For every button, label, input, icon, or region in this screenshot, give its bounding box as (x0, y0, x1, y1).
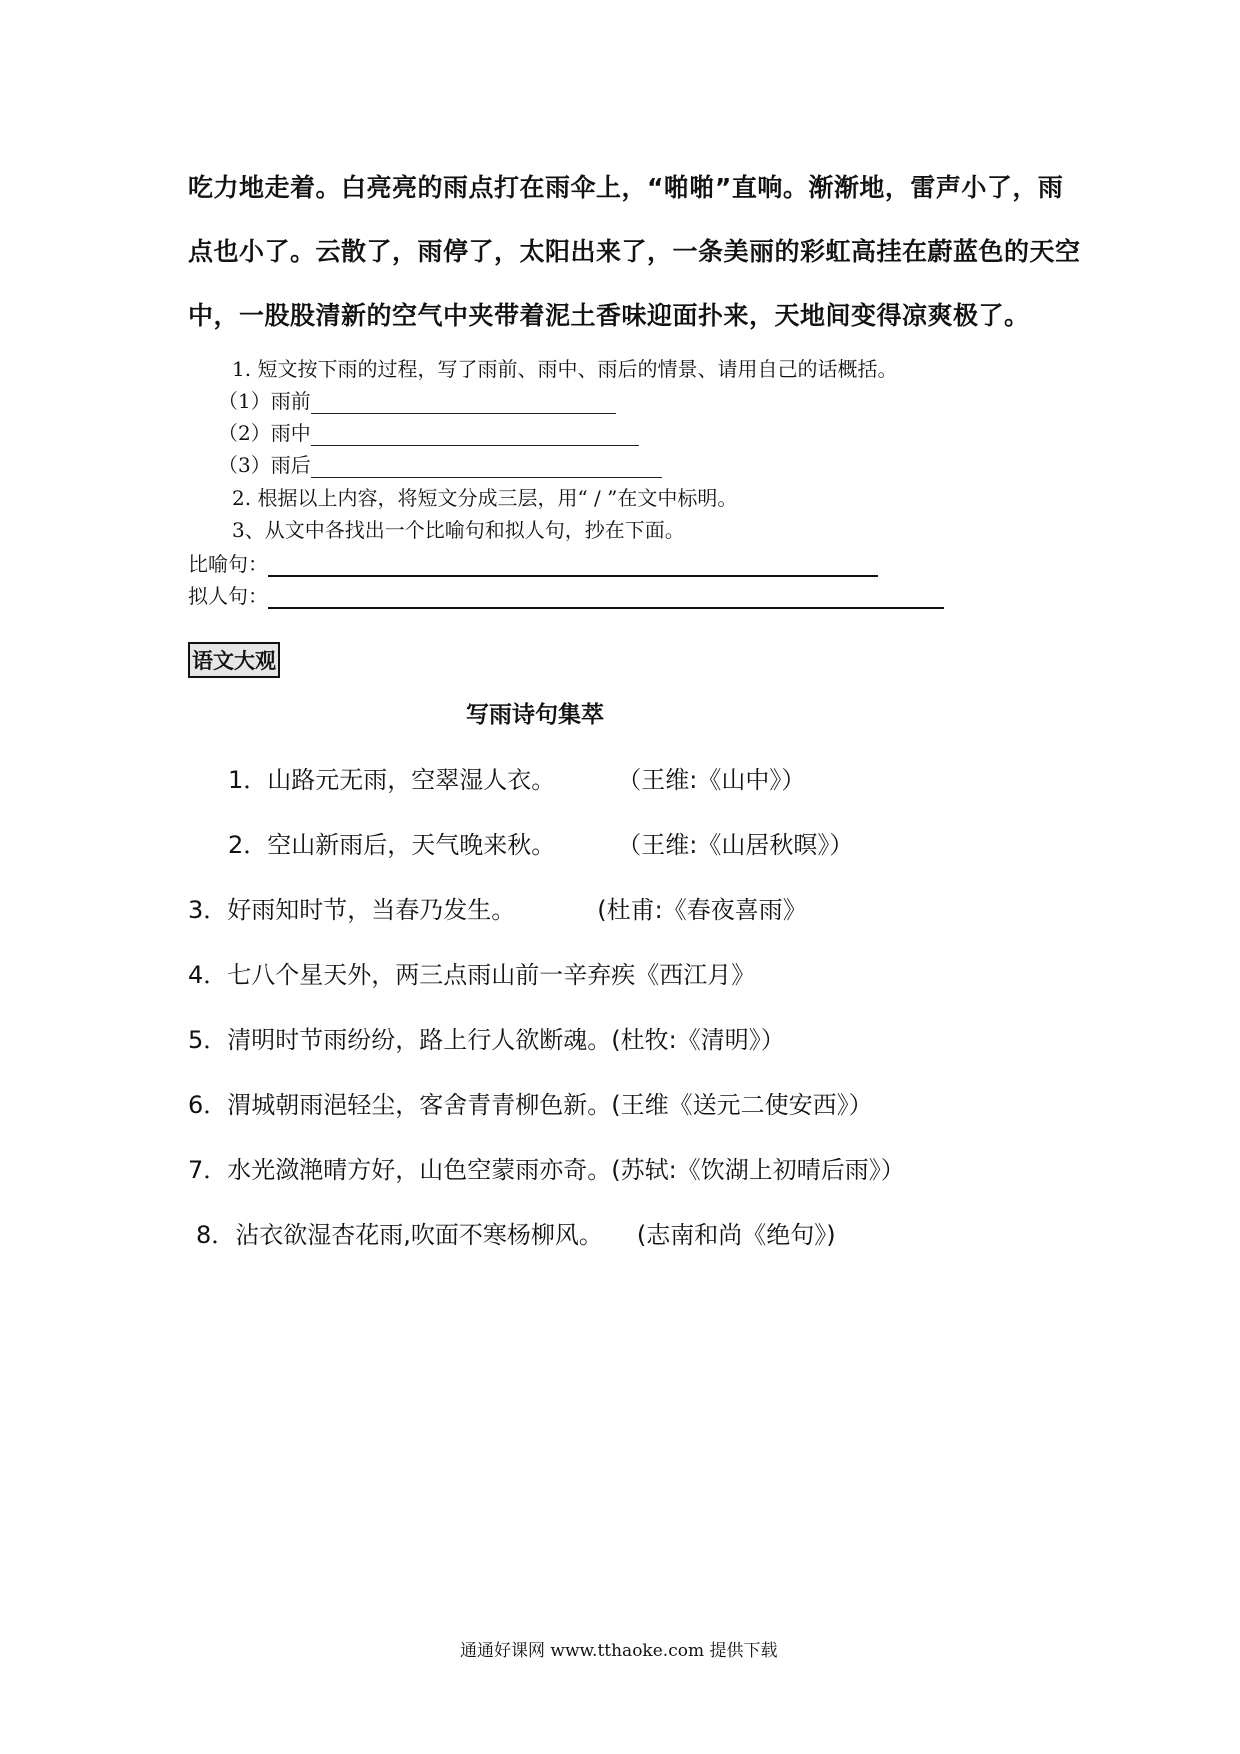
poem-source: (志南和尚《绝句》) (636, 1221, 836, 1249)
section-badge: 语文大观 (188, 642, 280, 678)
passage-line-3: 中，一股股清新的空气中夹带着泥土香味迎面扑来，天地间变得凉爽极了。 (188, 301, 1030, 330)
poem-source: （王维:《山中》） (617, 766, 806, 794)
question-1: 1. 短文按下雨的过程，写了雨前、雨中、雨后的情景、请用自己的话概括。 (232, 357, 898, 381)
poem-text: 3．好雨知时节，当春乃发生。 (188, 896, 516, 924)
poem-text: 1．山路元无雨，空翠湿人衣。 (228, 766, 556, 794)
item-label: （3）雨后 (218, 453, 311, 477)
question-1-item-before (218, 385, 616, 414)
answer-blank-before[interactable] (311, 393, 616, 414)
poem-text: 2．空山新雨后，天气晚来秋。 (228, 831, 556, 859)
answer-blank-after[interactable] (311, 457, 662, 478)
poem-5: 5．清明时节雨纷纷，路上行人欲断魂。(杜牧:《清明》） (188, 1026, 785, 1054)
item-label: （2）雨中 (218, 421, 311, 445)
personification-answer-line[interactable] (268, 587, 944, 609)
poem-2 (228, 825, 853, 860)
poem-6: 6．渭城朝雨浥轻尘，客舍青青柳色新。(王维《送元二使安西》） (188, 1091, 873, 1119)
question-1-item-during (218, 417, 639, 446)
poem-source: （王维:《山居秋暝》） (617, 831, 854, 859)
personification-label: 拟人句： (188, 584, 268, 608)
passage-line-2: 点也小了。云散了，雨停了，太阳出来了，一条美丽的彩虹高挂在蔚蓝色的天空 (188, 237, 1081, 266)
item-label: （1）雨前 (218, 389, 311, 413)
question-3: 3、从文中各找出一个比喻句和拟人句，抄在下面。 (232, 518, 685, 542)
poem-1 (228, 760, 805, 795)
simile-answer-line[interactable] (268, 555, 878, 577)
poem-8 (196, 1215, 836, 1250)
question-2: 2. 根据以上内容，将短文分成三层，用“ / ”在文中标明。 (232, 486, 738, 510)
personification-row (188, 580, 944, 609)
simile-row (188, 548, 878, 577)
question-1-item-after (218, 449, 662, 478)
simile-label: 比喻句： (188, 552, 268, 576)
poem-source: (杜甫:《春夜喜雨》 (597, 896, 807, 924)
section-title: 写雨诗句集萃 (466, 702, 604, 728)
poem-text: 8．沾衣欲湿杏花雨,吹面不寒杨柳风。 (196, 1221, 603, 1249)
page-footer: 通通好课网 www.tthaoke.com 提供下载 (460, 1641, 778, 1661)
poem-3 (188, 890, 807, 925)
poem-7: 7．水光潋滟晴方好，山色空蒙雨亦奇。(苏轼:《饮湖上初晴后雨》） (188, 1156, 905, 1184)
answer-blank-during[interactable] (311, 425, 639, 446)
passage-line-1: 吃力地走着。白亮亮的雨点打在雨伞上，“啪啪”直响。渐渐地，雷声小了，雨 (188, 173, 1064, 202)
poem-4: 4．七八个星天外，两三点雨山前一辛弃疾《西江月》 (188, 961, 756, 989)
